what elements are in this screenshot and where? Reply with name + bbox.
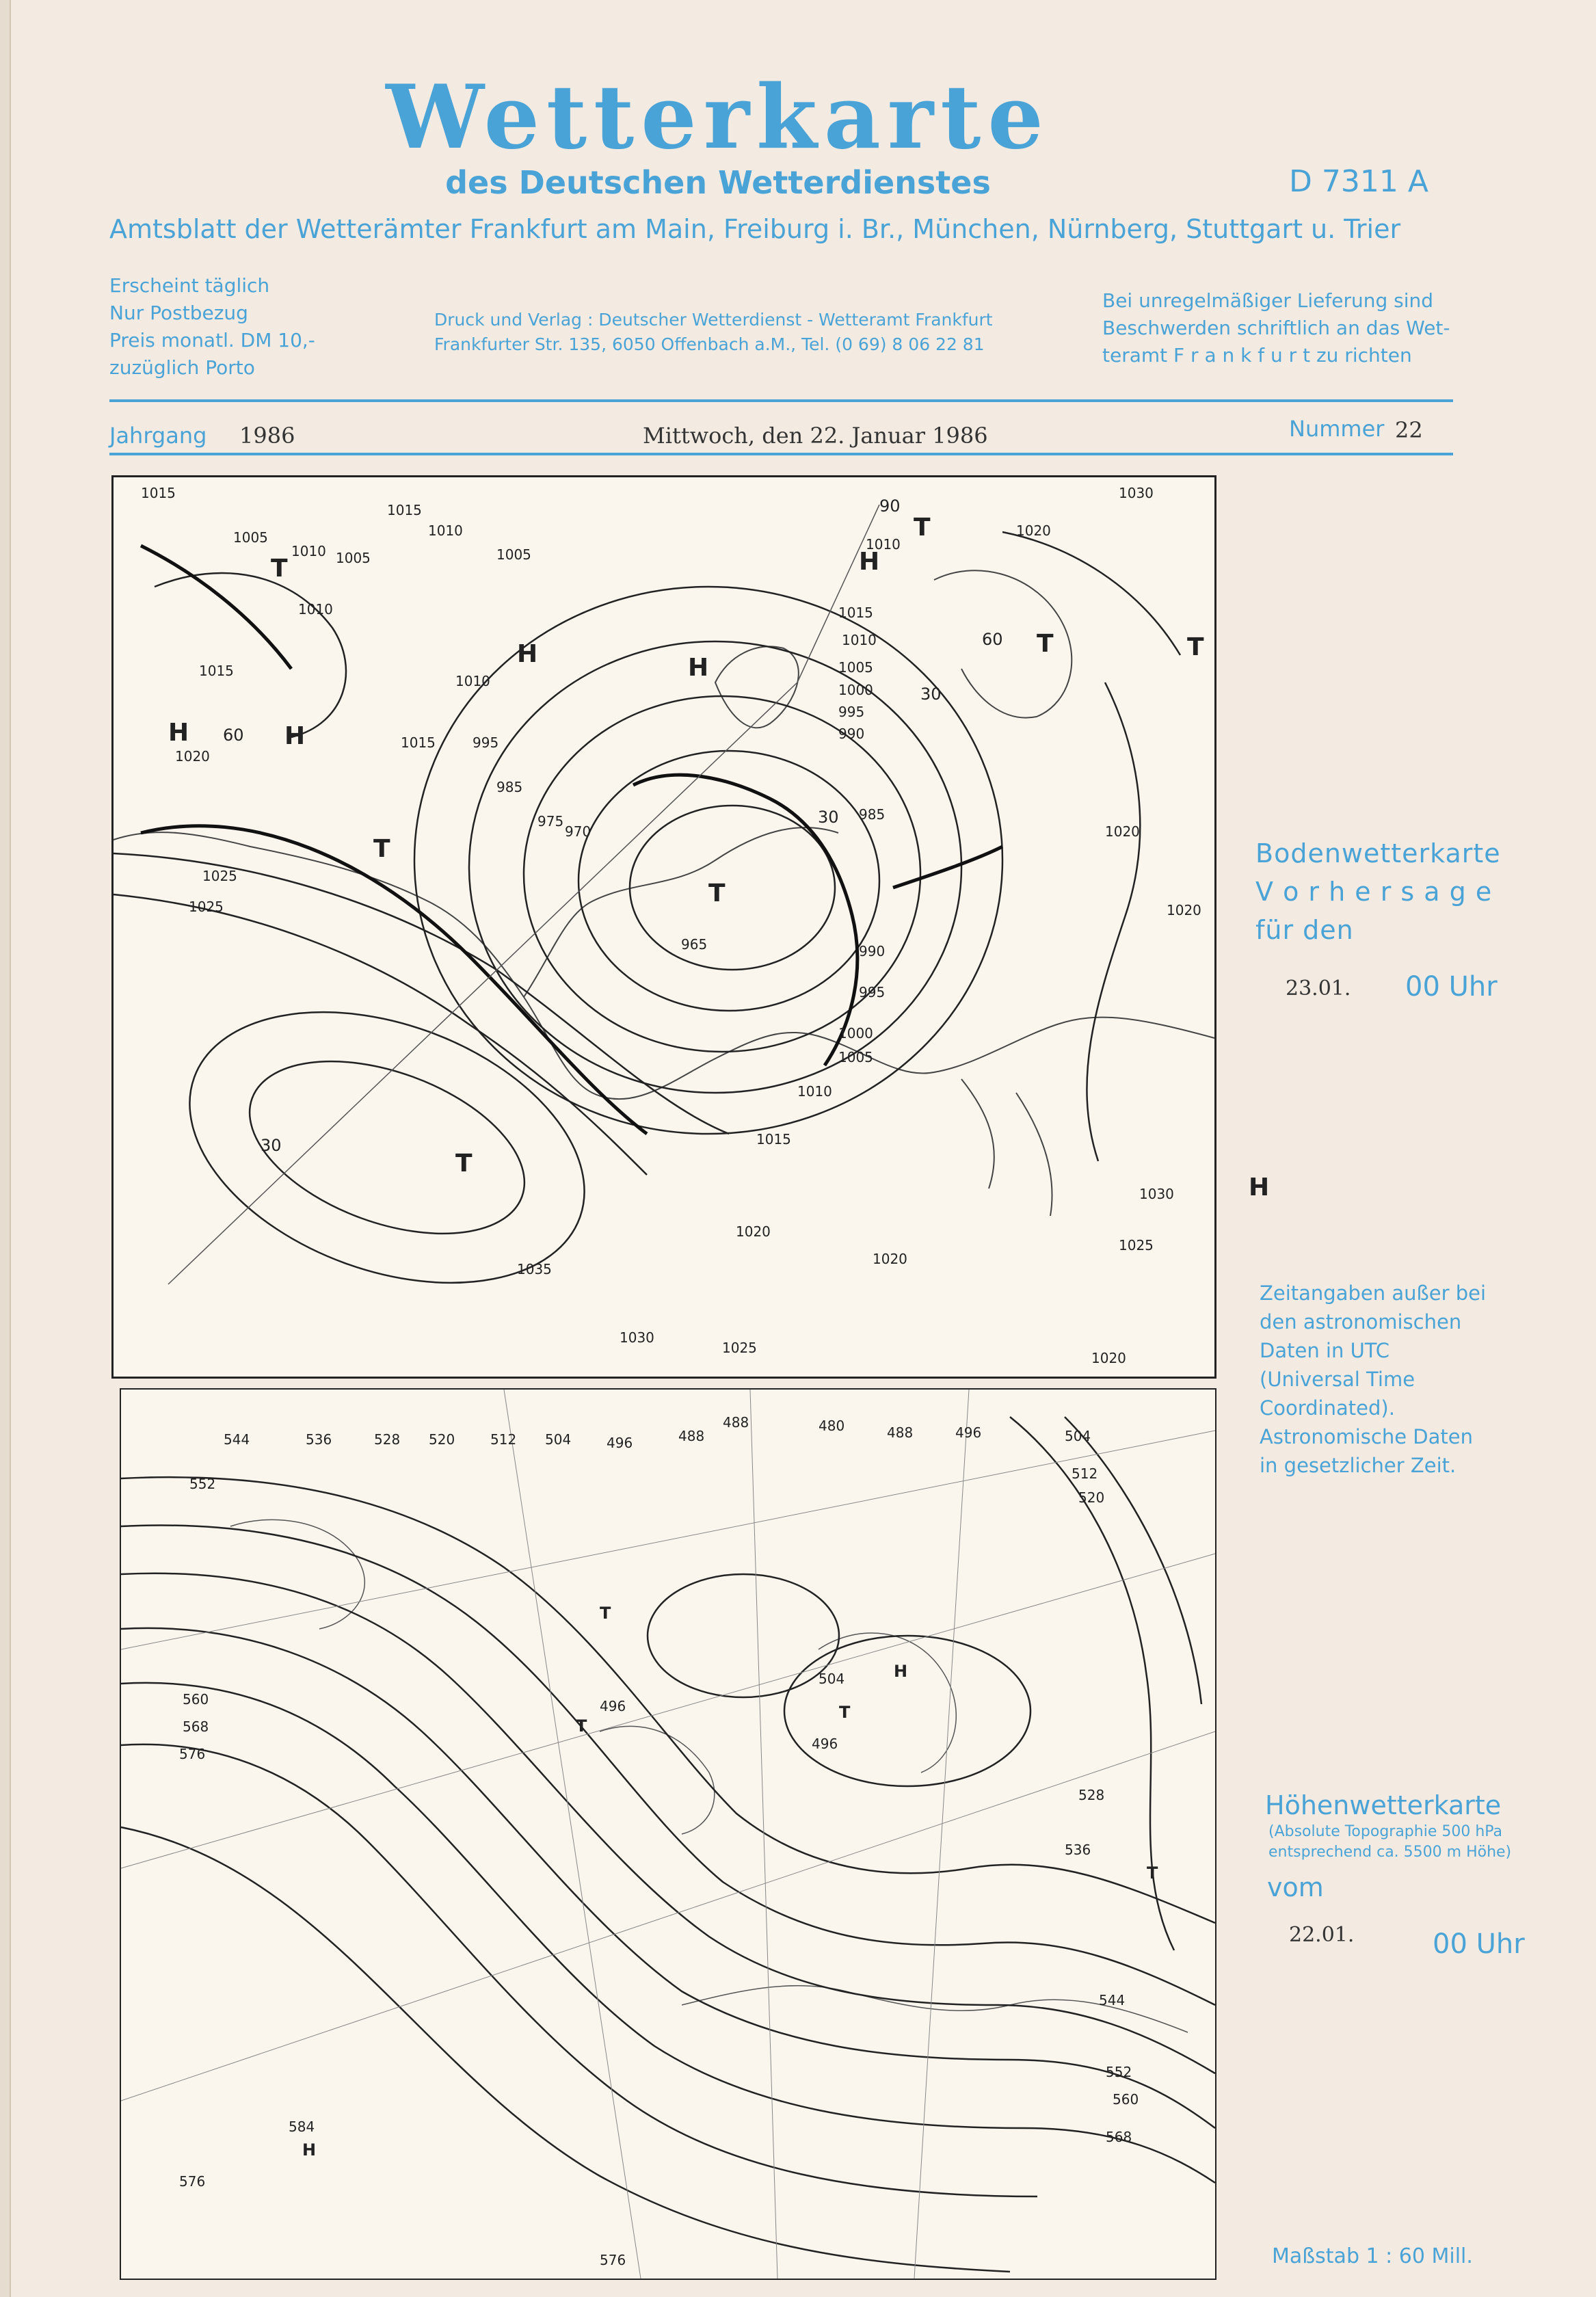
time-note-line: Daten in UTC <box>1260 1339 1390 1362</box>
isobar-label: 1025 <box>202 868 237 884</box>
isobar-label: 1020 <box>1016 522 1051 539</box>
isobar-label: 1035 <box>517 1261 552 1277</box>
delivery-info <box>1102 287 1450 369</box>
height-label: 544 <box>224 1431 250 1448</box>
pressure-center: T <box>373 835 390 863</box>
isobar-label: 985 <box>859 806 886 823</box>
time-note-line: Coordinated). <box>1260 1396 1395 1420</box>
height-label-group <box>179 1414 1139 2268</box>
isobar-label: 970 <box>565 823 591 840</box>
upper-map-subtitle <box>1268 1822 1511 1863</box>
isobar-label: 1025 <box>1119 1237 1154 1253</box>
isobar-label: 995 <box>473 734 499 751</box>
publisher-info <box>434 308 993 357</box>
isobar-label: 995 <box>859 984 886 1000</box>
pressure-center: T <box>455 1150 473 1178</box>
contour-ring <box>784 1636 1030 1786</box>
height-label: 528 <box>1078 1787 1105 1803</box>
height-label: 568 <box>183 1718 209 1735</box>
delivery-line: Bei unregelmäßiger Lieferung sind <box>1102 289 1434 312</box>
height-label: 552 <box>189 1476 216 1492</box>
time-note-line: Astronomische Daten <box>1260 1425 1473 1448</box>
publication-line: Preis monatl. DM 10,- <box>109 329 315 351</box>
pressure-center: H <box>517 640 538 668</box>
forecast-title-line: V o r h e r s a g e <box>1255 877 1493 907</box>
upper-map-date: 22.01. <box>1289 1923 1355 1947</box>
upper-coastlines <box>230 1519 1188 2032</box>
coast-isles <box>715 646 799 728</box>
isobar-label: 1000 <box>838 1025 873 1041</box>
isobar-ring <box>630 806 835 970</box>
pressure-center: H <box>859 548 880 576</box>
thickness-line <box>168 682 797 1284</box>
contour-ring <box>648 1574 839 1697</box>
isobar-label: 1020 <box>1091 1350 1126 1366</box>
isobar-line <box>1002 532 1180 655</box>
graticule <box>121 1390 1215 2279</box>
isobar-label-group <box>141 485 1201 1366</box>
contour-line <box>121 1477 1215 1923</box>
isobar-label: 965 <box>681 936 708 953</box>
delivery-line: teramt F r a n k f u r t zu richten <box>1102 344 1412 367</box>
isobar-label: 1010 <box>298 601 333 618</box>
publication-line: Nur Postbezug <box>109 302 248 324</box>
pressure-center: H <box>688 654 709 682</box>
height-label: 528 <box>374 1431 401 1448</box>
pressure-center: H <box>894 1662 908 1681</box>
upper-subtitle-line: entsprechend ca. 5500 m Höhe) <box>1268 1844 1512 1861</box>
isobar-label: 1015 <box>141 485 176 501</box>
isobar-label: 1020 <box>873 1251 907 1267</box>
isobar-label: 1005 <box>496 546 531 563</box>
coast-south <box>114 832 1214 1099</box>
coastlines <box>114 570 1214 1216</box>
height-label: 560 <box>1113 2091 1139 2108</box>
contour-line <box>121 1628 1215 2128</box>
height-label: 496 <box>600 1698 626 1714</box>
delivery-line: Beschwerden schriftlich an das Wet- <box>1102 317 1450 339</box>
surface-forecast-map <box>111 475 1270 1379</box>
isobar-label: 1020 <box>736 1223 771 1240</box>
height-label: 504 <box>1065 1428 1091 1444</box>
forecast-date: 23.01. <box>1286 977 1351 1000</box>
isobar-label: 1030 <box>1139 1186 1174 1202</box>
issue-number-label: Nummer <box>1289 416 1385 442</box>
issue-date: Mittwoch, den 22. Januar 1986 <box>643 423 988 449</box>
height-label: 520 <box>429 1431 455 1448</box>
height-label: 568 <box>1106 2129 1132 2145</box>
pressure-center: H <box>302 2140 317 2160</box>
isobar-label: 1015 <box>756 1131 791 1147</box>
isobar-ring <box>469 641 961 1093</box>
pressure-center: T <box>271 555 288 583</box>
pressure-center: T <box>1037 630 1054 658</box>
issue-year-label: Jahrgang <box>109 423 207 449</box>
height-label: 480 <box>819 1418 845 1434</box>
height-label: 496 <box>955 1424 982 1441</box>
header-divider-top <box>109 399 1453 402</box>
height-label: 552 <box>1106 2064 1132 2080</box>
pressure-center: T <box>839 1703 851 1722</box>
height-label: 512 <box>1072 1465 1098 1482</box>
isobar-label: 1010 <box>291 543 326 559</box>
time-note-line: den astronomischen <box>1260 1310 1462 1333</box>
forecast-time: 00 Uhr <box>1405 971 1498 1003</box>
publisher-line: Druck und Verlag : Deutscher Wetterdienst - Wetteramt Frankfurt <box>434 310 993 330</box>
contour-line <box>1065 1417 1201 1704</box>
isobar-label: 1020 <box>1105 823 1140 840</box>
isobar-label: 1010 <box>797 1083 832 1100</box>
isobar-label: 1025 <box>189 899 224 915</box>
isobar-label: 1005 <box>838 659 873 676</box>
isobar-label: 1015 <box>401 734 436 751</box>
masthead-subtitle: des Deutschen Wetterdienstes <box>445 164 991 201</box>
isobar-label: 1010 <box>866 536 901 553</box>
height-label: 504 <box>819 1671 845 1687</box>
contour-line <box>121 1744 1037 2196</box>
height-label: 496 <box>607 1435 633 1451</box>
isobar-label: 975 <box>537 813 564 829</box>
surface-map-drawing <box>114 477 1270 1377</box>
upper-subtitle-line: (Absolute Topographie 500 hPa <box>1268 1823 1503 1840</box>
issue-year: 1986 <box>239 423 295 449</box>
height-label: 488 <box>723 1414 749 1431</box>
thickness-label: 60 <box>982 630 1003 649</box>
contour-line <box>121 1574 1215 2073</box>
height-label: 504 <box>545 1431 572 1448</box>
isobar-line <box>155 573 346 737</box>
masthead-title: Wetterkarte <box>386 66 1050 169</box>
pressure-center: H <box>1249 1173 1270 1201</box>
isobar-label: 1020 <box>175 748 210 765</box>
height-contours <box>121 1417 1215 2272</box>
height-label: 576 <box>179 2173 206 2190</box>
height-label: 560 <box>183 1691 209 1708</box>
isobar-label: 1005 <box>336 550 371 566</box>
publication-info <box>109 272 315 382</box>
isobar-ring <box>152 961 622 1333</box>
upper-air-map <box>120 1388 1216 2280</box>
publication-line: Erscheint täglich <box>109 274 270 297</box>
thickness-label-group <box>223 496 1003 1155</box>
coast-greenland <box>230 1519 364 1629</box>
isobar-label: 1025 <box>722 1340 757 1356</box>
publication-code: D 7311 A <box>1289 164 1428 199</box>
isobar-label: 1030 <box>1119 485 1154 501</box>
height-label: 496 <box>812 1736 838 1752</box>
time-note-line: Zeitangaben außer bei <box>1260 1282 1487 1305</box>
isobar-label: 1000 <box>838 682 873 698</box>
pressure-center: H <box>284 722 306 750</box>
isobar-label: 1005 <box>838 1049 873 1065</box>
upper-map-vom: vom <box>1267 1872 1324 1902</box>
isobar-label: 985 <box>496 779 523 795</box>
isobar-label: 1015 <box>838 605 873 621</box>
height-label: 520 <box>1078 1489 1105 1506</box>
pressure-center: T <box>1187 633 1204 661</box>
pressure-center: T <box>914 514 931 542</box>
height-label: 576 <box>179 1746 206 1762</box>
coast-italy <box>961 1079 1052 1216</box>
thickness-label: 30 <box>261 1136 282 1155</box>
longitude-line <box>504 1390 969 2279</box>
time-note <box>1260 1279 1486 1480</box>
forecast-title-line: Bodenwetterkarte <box>1255 838 1501 868</box>
height-label: 536 <box>306 1431 332 1448</box>
isobar-label: 990 <box>838 726 865 742</box>
thickness-lines <box>168 505 879 1284</box>
thickness-line <box>797 505 879 682</box>
contour-line <box>121 1683 1215 2183</box>
isobar-label: 995 <box>838 704 865 720</box>
isobar-label: 1015 <box>199 663 234 679</box>
upper-pressure-center-group <box>302 1604 1158 2160</box>
time-note-line: (Universal Time <box>1260 1368 1415 1391</box>
thickness-label: 60 <box>223 726 244 745</box>
forecast-title <box>1255 834 1501 949</box>
thickness-label: 30 <box>920 685 942 704</box>
isobar-line <box>1087 682 1140 1161</box>
coast-iberia <box>524 827 838 997</box>
isobar-line <box>114 894 647 1175</box>
pressure-center: T <box>708 879 726 907</box>
warm-front <box>893 847 1002 888</box>
coast-isles <box>600 1727 715 1835</box>
height-label: 544 <box>1099 1992 1126 2008</box>
upper-map-drawing <box>121 1390 1215 2279</box>
time-note-line: in gesetzlicher Zeit. <box>1260 1454 1457 1477</box>
upper-map-time: 00 Uhr <box>1433 1928 1525 1960</box>
thickness-label: 90 <box>879 496 901 516</box>
masthead-offices: Amtsblatt der Wetterämter Frankfurt am Main, Freiburg i. Br., München, Nürnberg, Stuttgart u. Trier <box>109 214 1401 244</box>
issue-number: 22 <box>1395 417 1423 443</box>
isobar-label: 1010 <box>455 673 490 689</box>
pressure-center: T <box>600 1604 611 1623</box>
isobar-label: 1020 <box>1167 902 1201 918</box>
map-scale: Maßstab 1 : 60 Mill. <box>1272 2244 1473 2268</box>
front-north <box>141 546 291 669</box>
publication-line: zuzüglich Porto <box>109 356 255 379</box>
forecast-title-line: für den <box>1255 915 1354 945</box>
isobar-label: 1010 <box>842 632 877 648</box>
upper-map-title: Höhenwetterkarte <box>1265 1790 1502 1820</box>
isobar-label: 1030 <box>620 1329 654 1346</box>
height-label: 488 <box>678 1428 705 1444</box>
height-label: 512 <box>490 1431 517 1448</box>
isobar-label: 1010 <box>428 522 463 539</box>
header-divider-bottom <box>109 453 1453 455</box>
isobar-label: 1005 <box>233 529 268 546</box>
height-label: 584 <box>289 2119 315 2135</box>
pressure-center: H <box>168 719 189 747</box>
height-label: 536 <box>1065 1842 1091 1858</box>
pressure-center: T <box>1147 1863 1158 1883</box>
height-label: 576 <box>600 2252 626 2268</box>
page-binding-edge <box>0 0 11 2297</box>
publisher-line: Frankfurter Str. 135, 6050 Offenbach a.M., Tel. (0 69) 8 06 22 81 <box>434 334 985 354</box>
height-label: 488 <box>887 1424 914 1441</box>
isobar-label: 1015 <box>387 502 422 518</box>
thickness-label: 30 <box>818 808 839 827</box>
isobar-label: 990 <box>859 943 886 959</box>
isobars <box>114 532 1180 1333</box>
pressure-center: T <box>576 1716 587 1736</box>
